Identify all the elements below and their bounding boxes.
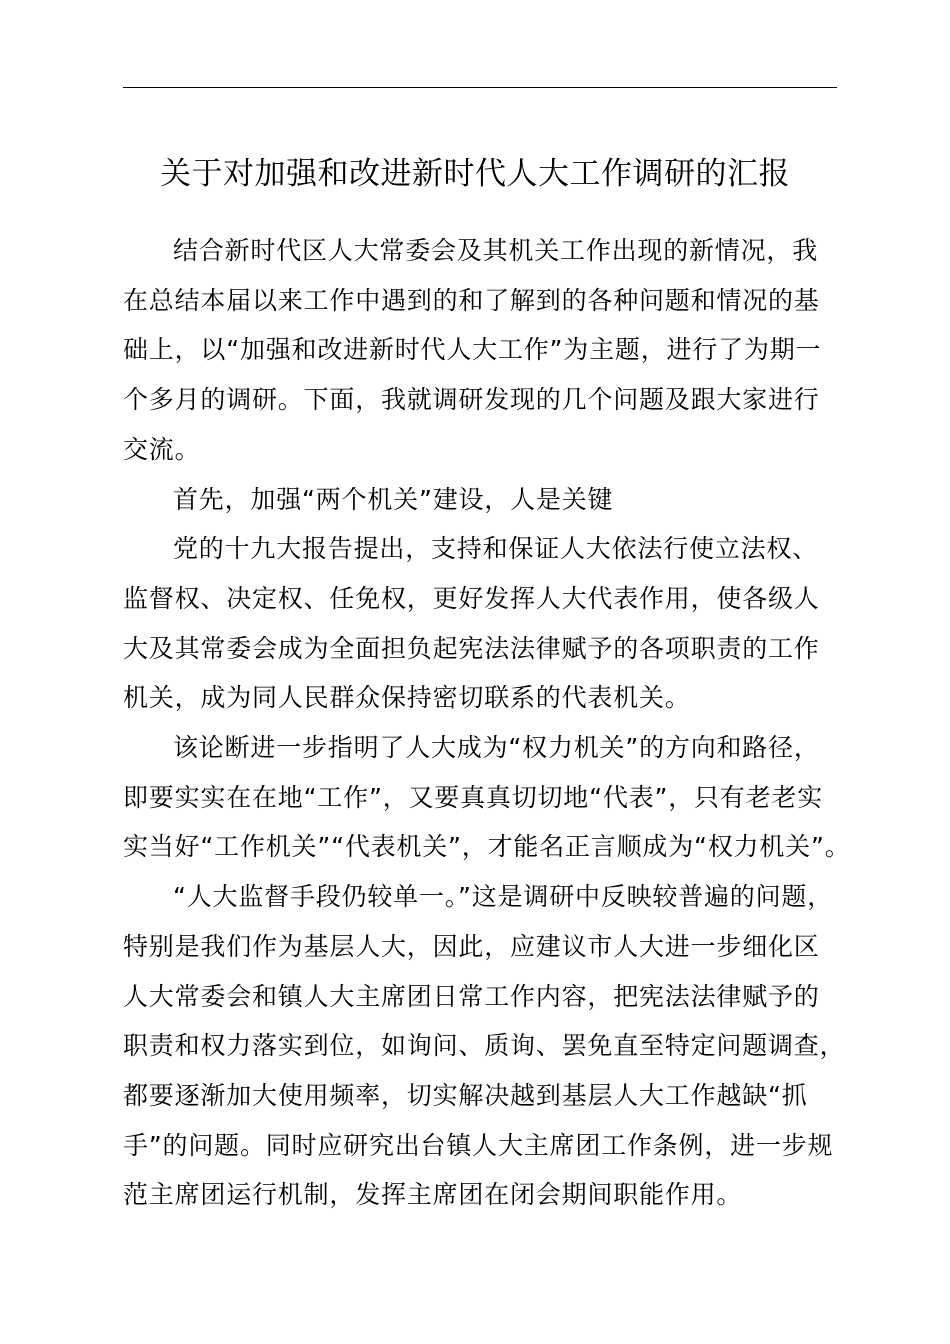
text-line: 础上，以“加强和改进新时代人大工作”为主题，进行了为期一 — [123, 335, 822, 365]
paragraph-intro — [123, 226, 859, 475]
text-line: 该论断进一步指明了人大成为“权力机关”的方向和路径， — [173, 733, 820, 763]
text-line: 监督权、决定权、任免权，更好发挥人大代表作用，使各级人 — [123, 583, 820, 613]
document-title: 关于对加强和改进新时代人大工作调研的汇报 — [160, 156, 790, 192]
text-line: 机关，成为同人民群众保持密切联系的代表机关。 — [123, 683, 691, 713]
paragraph-report — [123, 524, 859, 723]
text-line: 都要逐渐加大使用频率，切实解决越到基层人大工作越缺“抓 — [123, 1080, 808, 1110]
text-line: 交流。 — [123, 434, 201, 464]
header-rule — [123, 87, 837, 88]
text-line: 特别是我们作为基层人大，因此，应建议市人大进一步细化区 — [123, 931, 820, 961]
paragraph-analysis — [123, 723, 859, 872]
text-line: 党的十九大报告提出，支持和保证人大依法行使立法权、 — [173, 534, 819, 564]
text-line: 即要实实在在地“工作”，又要真真切切地“代表”，只有老老实 — [123, 782, 824, 812]
text-line: 范主席团运行机制，发挥主席团在闭会期间职能作用。 — [123, 1180, 743, 1210]
text-line: 在总结本届以来工作中遇到的和了解到的各种问题和情况的基 — [123, 285, 820, 315]
text-line: 结合新时代区人大常委会及其机关工作出现的新情况，我 — [173, 236, 819, 265]
text-line: 实当好“工作机关”“代表机关”，才能名正言顺成为“权力机关”。 — [123, 832, 851, 862]
paragraph-supervision — [123, 872, 859, 1220]
text-line: 大及其常委会成为全面担负起宪法法律赋予的各项职责的工作 — [123, 633, 820, 663]
text-line: 首先，加强“两个机关”建设，人是关键 — [173, 484, 614, 514]
text-line: 手”的问题。同时应研究出台镇人大主席团工作条例，进一步规 — [123, 1130, 834, 1160]
text-line: 人大常委会和镇人大主席团日常工作内容，把宪法法律赋予的 — [123, 981, 820, 1011]
text-line: “人大监督手段仍较单一。”这是调研中反映较普遍的问题， — [173, 882, 834, 912]
document-body — [123, 226, 859, 1220]
text-line: 个多月的调研。下面，我就调研发现的几个问题及跟大家进行 — [123, 385, 820, 415]
paragraph-heading — [123, 475, 859, 525]
text-line: 职责和权力落实到位，如询问、质询、罢免直至特定问题调查， — [123, 1031, 846, 1061]
